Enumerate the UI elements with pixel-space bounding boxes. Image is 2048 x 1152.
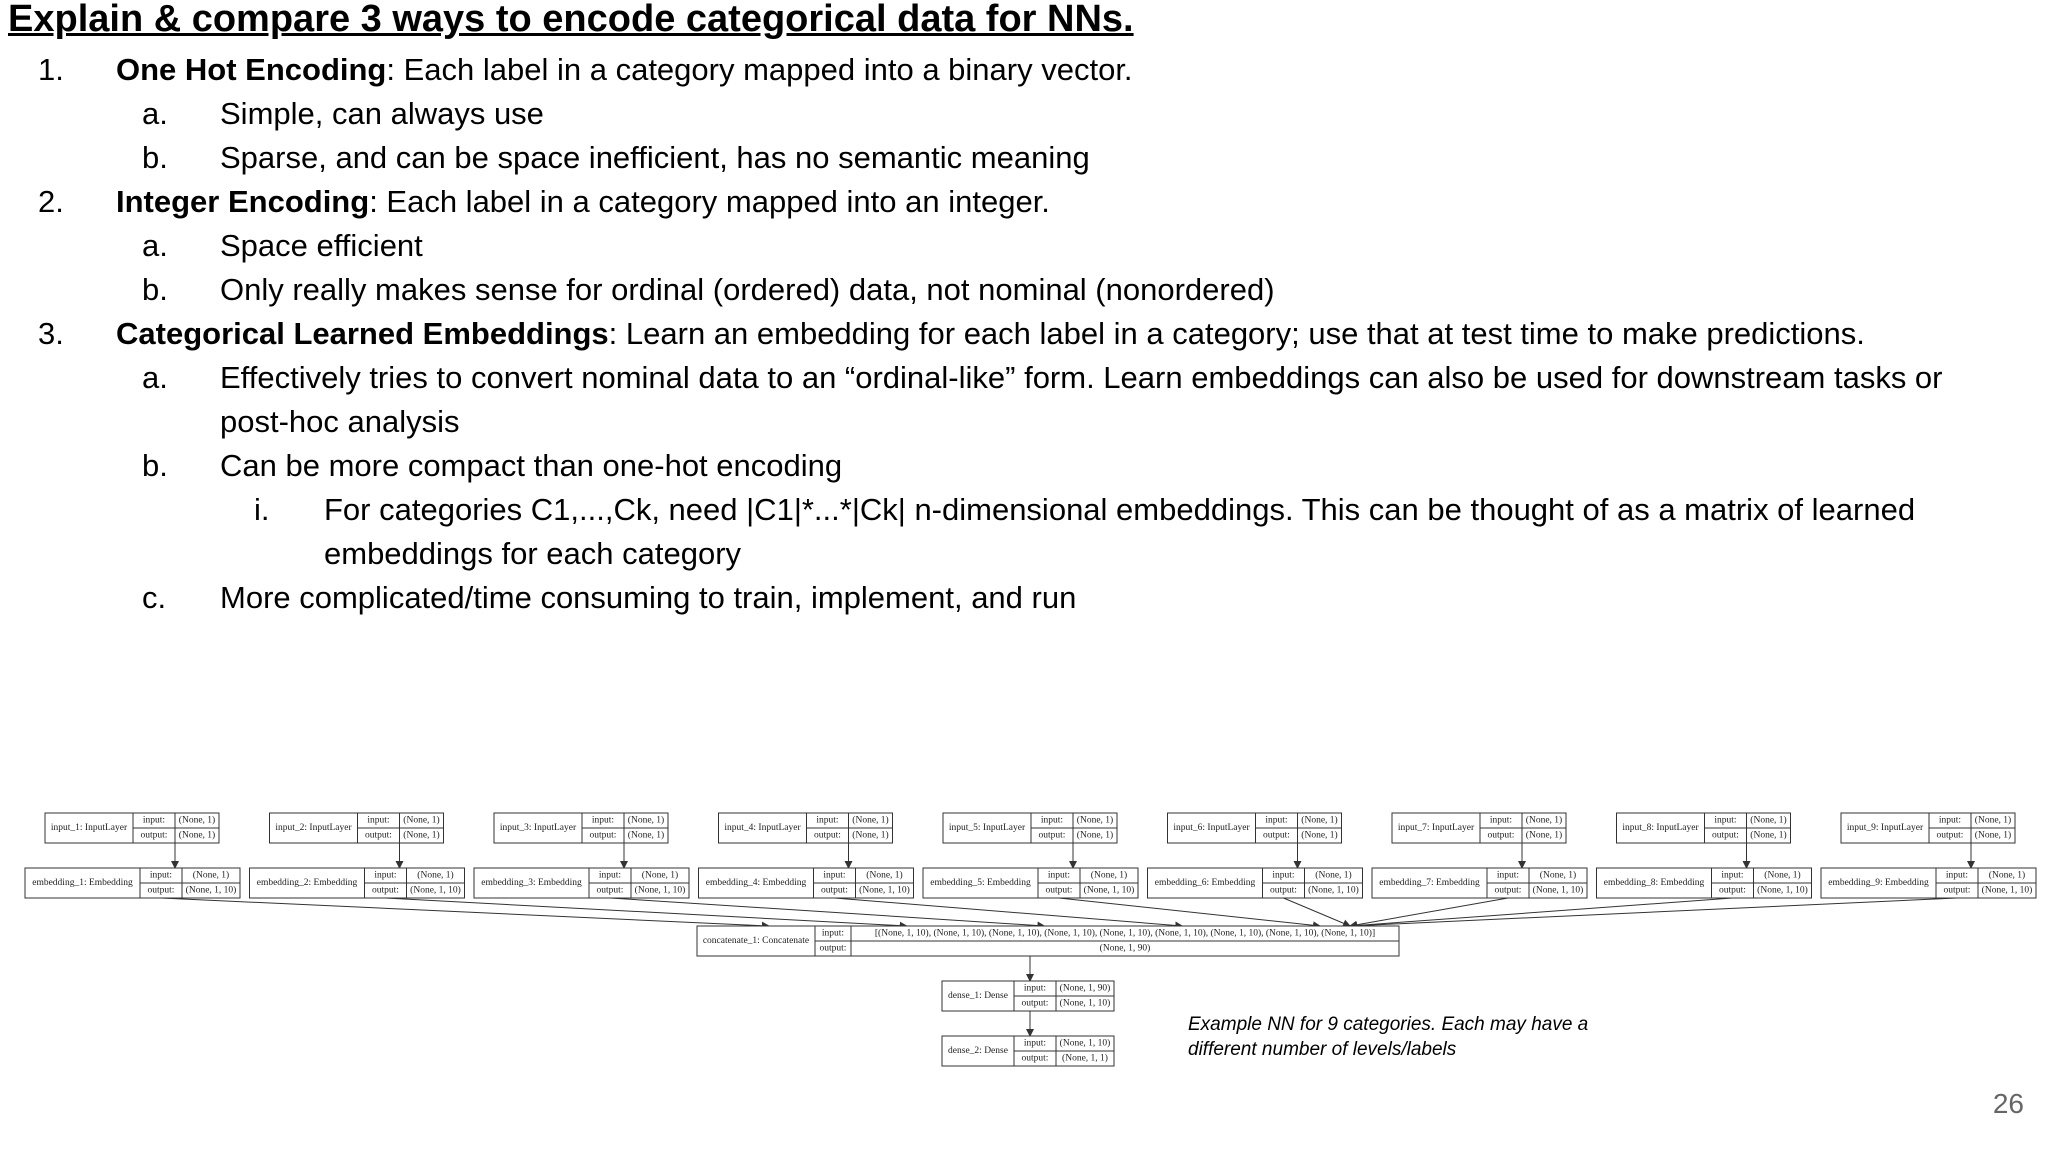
embedding-node-9-port-in: input:	[1945, 870, 1969, 881]
concatenate-node-label: concatenate_1: Concatenate	[702, 936, 810, 947]
diagram-caption	[1188, 1012, 1588, 1062]
embedding-node-2	[250, 868, 465, 898]
embedding-node-8-label: embedding_8: Embedding	[1603, 878, 1705, 889]
embedding-node-4-port-out: output:	[821, 885, 848, 896]
input-node-5-out-shape: (None, 1)	[1076, 830, 1114, 841]
input-node-9-label: input_9: InputLayer	[1846, 823, 1924, 834]
item-3bi-text-line1: For categories C1,...,Ck, need |C1|*...*|Ck| n-dimensional embeddings. This can be thought of as a matrix of learned	[324, 492, 1916, 527]
input-node-1-port-in: input:	[142, 815, 166, 826]
input-node-2-port-out: output:	[365, 830, 392, 841]
embedding-node-1-in-shape: (None, 1)	[192, 870, 230, 881]
input-node-8-out-shape: (None, 1)	[1750, 830, 1787, 841]
input-node-1-label: input_1: InputLayer	[50, 823, 128, 834]
input-node-6-port-in: input:	[1265, 815, 1288, 826]
item-2a-text: Space efficient	[220, 228, 423, 263]
input-node-3-port-out: output:	[589, 830, 617, 841]
item-3b-text: Can be more compact than one-hot encoding	[220, 448, 843, 483]
input-node-9-port-in: input:	[1938, 815, 1962, 826]
input-node-7-in-shape: (None, 1)	[1525, 815, 1563, 826]
embedding-node-2-in-shape: (None, 1)	[417, 870, 454, 881]
concatenate-node-port-out: output:	[819, 943, 847, 954]
input-node-8-label: input_8: InputLayer	[1622, 823, 1699, 834]
input-node-1	[45, 813, 219, 843]
item-1-label: One Hot Encoding	[116, 52, 387, 87]
embedding-node-6-out-shape: (None, 1, 10)	[1308, 885, 1359, 896]
item-3-label: Categorical Learned Embeddings	[116, 316, 609, 351]
embedding-node-3-in-shape: (None, 1)	[641, 870, 679, 881]
edge-embedding-7	[1350, 898, 1508, 926]
input-node-6-in-shape: (None, 1)	[1301, 815, 1338, 826]
input-node-2-out-shape: (None, 1)	[403, 830, 440, 841]
input-node-2-in-shape: (None, 1)	[403, 815, 440, 826]
dense-2-node	[942, 1036, 1114, 1066]
item-2b-text: Only really makes sense for ordinal (ordered) data, not nominal (nonordered)	[220, 272, 1275, 307]
item-1b-marker: b.	[142, 140, 168, 175]
item-1a-marker: a.	[142, 96, 168, 131]
item-2-label: Integer Encoding	[116, 184, 370, 219]
input-node-8-port-in: input:	[1714, 815, 1737, 826]
embedding-node-5-port-out: output:	[1045, 885, 1073, 896]
input-node-5-in-shape: (None, 1)	[1076, 815, 1114, 826]
embedding-node-1-port-in: input:	[149, 870, 173, 881]
input-node-3-label: input_3: InputLayer	[499, 823, 577, 834]
input-node-4-in-shape: (None, 1)	[852, 815, 889, 826]
embedding-node-5-port-in: input:	[1047, 870, 1071, 881]
embedding-node-8	[1597, 868, 1812, 898]
embedding-node-6-label: embedding_6: Embedding	[1154, 878, 1256, 889]
embedding-node-5-label: embedding_5: Embedding	[930, 878, 1031, 889]
input-node-9	[1841, 813, 2015, 843]
input-node-5-port-in: input:	[1040, 815, 1064, 826]
embedding-node-7-port-out: output:	[1494, 885, 1522, 896]
dense-1-node	[942, 981, 1114, 1011]
embedding-node-8-port-out: output:	[1719, 885, 1746, 896]
embedding-node-4-label: embedding_4: Embedding	[705, 878, 807, 889]
embedding-node-9-label: embedding_9: Embedding	[1828, 878, 1929, 889]
item-3bi-marker: i.	[254, 492, 270, 527]
item-3a-text-line1: Effectively tries to convert nominal data to an “ordinal-like” form. Learn embeddings can also be used for downstream tasks or	[220, 360, 1943, 395]
item-2a-marker: a.	[142, 228, 168, 263]
embedding-node-3-port-out: output:	[596, 885, 624, 896]
embedding-node-4-port-in: input:	[823, 870, 846, 881]
embedding-node-8-in-shape: (None, 1)	[1764, 870, 1801, 881]
item-1-text: : Each label in a category mapped into a binary vector.	[386, 52, 1133, 87]
item-1-line	[116, 52, 1133, 88]
embedding-node-6-in-shape: (None, 1)	[1315, 870, 1352, 881]
concatenate-node-out-shape: (None, 1, 90)	[1099, 943, 1151, 954]
page-number: 26	[1992, 1088, 2024, 1119]
input-node-6	[1168, 813, 1342, 843]
dense-1-node-out-shape: (None, 1, 10)	[1059, 998, 1111, 1009]
dense-2-node-out-shape: (None, 1, 1)	[1062, 1053, 1108, 1064]
embedding-node-8-port-in: input:	[1721, 870, 1744, 881]
input-node-1-port-out: output:	[140, 830, 168, 841]
embedding-node-2-port-out: output:	[372, 885, 399, 896]
input-node-7-label: input_7: InputLayer	[1397, 823, 1475, 834]
item-3-text: : Learn an embedding for each label in a category; use that at test time to make predictions.	[608, 316, 1865, 351]
item-3c-text: More complicated/time consuming to train, implement, and run	[220, 580, 1077, 615]
embedding-node-2-out-shape: (None, 1, 10)	[410, 885, 461, 896]
input-node-8-port-out: output:	[1712, 830, 1739, 841]
dense-2-node-port-in: input:	[1023, 1038, 1047, 1049]
input-node-1-out-shape: (None, 1)	[178, 830, 216, 841]
embedding-node-5-out-shape: (None, 1, 10)	[1083, 885, 1135, 896]
concatenate-node-in-shape: [(None, 1, 10), (None, 1, 10), (None, 1, 10), (None, 1, 10), (None, 1, 10), (None, 1, 10), (None, 1, 10), (None, 1, 10), (None, 1, 10)]	[874, 928, 1376, 939]
dense-1-node-port-in: input:	[1023, 983, 1047, 994]
input-node-3	[494, 813, 668, 843]
embedding-node-7-out-shape: (None, 1, 10)	[1532, 885, 1584, 896]
input-node-6-out-shape: (None, 1)	[1301, 830, 1338, 841]
input-node-9-port-out: output:	[1936, 830, 1964, 841]
item-1a-text: Simple, can always use	[220, 96, 544, 131]
dense-1-node-in-shape: (None, 1, 90)	[1059, 983, 1111, 994]
item-2-text: : Each label in a category mapped into an integer.	[369, 184, 1050, 219]
item-1-number: 1.	[38, 52, 64, 87]
embedding-node-9-port-out: output:	[1943, 885, 1971, 896]
embedding-node-6-port-out: output:	[1270, 885, 1297, 896]
edge-embedding-5	[1059, 898, 1320, 926]
concatenate-node-port-in: input:	[821, 928, 845, 939]
input-node-6-label: input_6: InputLayer	[1173, 823, 1250, 834]
embedding-node-4-in-shape: (None, 1)	[866, 870, 903, 881]
item-2-line	[116, 184, 1050, 220]
embedding-node-1-out-shape: (None, 1, 10)	[185, 885, 237, 896]
item-3b-marker: b.	[142, 448, 168, 483]
input-node-8	[1617, 813, 1791, 843]
edge-embedding-4	[835, 898, 1183, 926]
input-node-7-out-shape: (None, 1)	[1525, 830, 1563, 841]
slide-title: Explain & compare 3 ways to encode categorical data for NNs.	[8, 0, 1134, 40]
concatenate-node	[697, 926, 1399, 956]
embedding-node-5-in-shape: (None, 1)	[1090, 870, 1128, 881]
input-node-2-port-in: input:	[367, 815, 390, 826]
input-node-3-port-in: input:	[591, 815, 615, 826]
embedding-node-6-port-in: input:	[1272, 870, 1295, 881]
dense-1-node-port-out: output:	[1021, 998, 1049, 1009]
input-node-5-label: input_5: InputLayer	[948, 823, 1026, 834]
diagram-caption-line1: Example NN for 9 categories. Each may have a	[1188, 1014, 1589, 1035]
embedding-node-2-port-in: input:	[374, 870, 397, 881]
input-node-8-in-shape: (None, 1)	[1750, 815, 1787, 826]
embedding-node-3-label: embedding_3: Embedding	[481, 878, 582, 889]
edge-embedding-8	[1350, 898, 1733, 926]
item-3-line	[116, 316, 1865, 352]
embedding-node-9	[1821, 868, 2036, 898]
embedding-node-2-label: embedding_2: Embedding	[256, 878, 358, 889]
embedding-node-1-label: embedding_1: Embedding	[32, 878, 133, 889]
item-3c-marker: c.	[142, 580, 167, 615]
embedding-node-6	[1148, 868, 1363, 898]
input-node-9-in-shape: (None, 1)	[1974, 815, 2012, 826]
embedding-node-9-out-shape: (None, 1, 10)	[1981, 885, 2033, 896]
dense-1-node-label: dense_1: Dense	[948, 991, 1008, 1002]
item-2-number: 2.	[38, 184, 64, 219]
edge-embedding-6	[1284, 898, 1351, 926]
item-3a-marker: a.	[142, 360, 168, 395]
input-node-4-port-in: input:	[816, 815, 839, 826]
input-node-5	[943, 813, 1117, 843]
input-node-1-in-shape: (None, 1)	[178, 815, 216, 826]
input-node-5-port-out: output:	[1038, 830, 1066, 841]
embedding-node-4-out-shape: (None, 1, 10)	[859, 885, 910, 896]
dense-2-node-in-shape: (None, 1, 10)	[1059, 1038, 1111, 1049]
embedding-node-7-label: embedding_7: Embedding	[1379, 878, 1480, 889]
embedding-node-4	[699, 868, 914, 898]
dense-2-node-label: dense_2: Dense	[948, 1046, 1008, 1057]
embedding-node-9-in-shape: (None, 1)	[1988, 870, 2026, 881]
input-node-4	[719, 813, 893, 843]
embedding-node-1	[25, 868, 240, 898]
input-node-2-label: input_2: InputLayer	[275, 823, 352, 834]
network-diagram	[0, 790, 2048, 1080]
item-2b-marker: b.	[142, 272, 168, 307]
dense-2-node-port-out: output:	[1021, 1053, 1049, 1064]
embedding-node-7-port-in: input:	[1496, 870, 1520, 881]
item-3-number: 3.	[38, 316, 64, 351]
input-node-7	[1392, 813, 1566, 843]
edge-embedding-9	[1350, 898, 1957, 926]
embedding-node-1-port-out: output:	[147, 885, 175, 896]
embedding-node-8-out-shape: (None, 1, 10)	[1757, 885, 1808, 896]
input-node-7-port-out: output:	[1487, 830, 1515, 841]
input-node-4-label: input_4: InputLayer	[724, 823, 801, 834]
embedding-node-5	[923, 868, 1138, 898]
item-3a-text-line2: post-hoc analysis	[220, 404, 460, 439]
input-node-4-port-out: output:	[814, 830, 841, 841]
input-node-9-out-shape: (None, 1)	[1974, 830, 2012, 841]
embedding-node-3-port-in: input:	[598, 870, 622, 881]
diagram-caption-line2: different number of levels/labels	[1188, 1039, 1457, 1060]
input-node-7-port-in: input:	[1489, 815, 1513, 826]
item-3bi-text-line2: embeddings for each category	[324, 536, 742, 571]
input-node-3-out-shape: (None, 1)	[627, 830, 665, 841]
embedding-node-7	[1372, 868, 1587, 898]
input-node-2	[270, 813, 444, 843]
input-node-6-port-out: output:	[1263, 830, 1290, 841]
embedding-node-7-in-shape: (None, 1)	[1539, 870, 1577, 881]
embedding-node-3	[474, 868, 689, 898]
input-node-4-out-shape: (None, 1)	[852, 830, 889, 841]
input-node-3-in-shape: (None, 1)	[627, 815, 665, 826]
item-1b-text: Sparse, and can be space inefficient, has no semantic meaning	[220, 140, 1090, 175]
embedding-node-3-out-shape: (None, 1, 10)	[634, 885, 686, 896]
